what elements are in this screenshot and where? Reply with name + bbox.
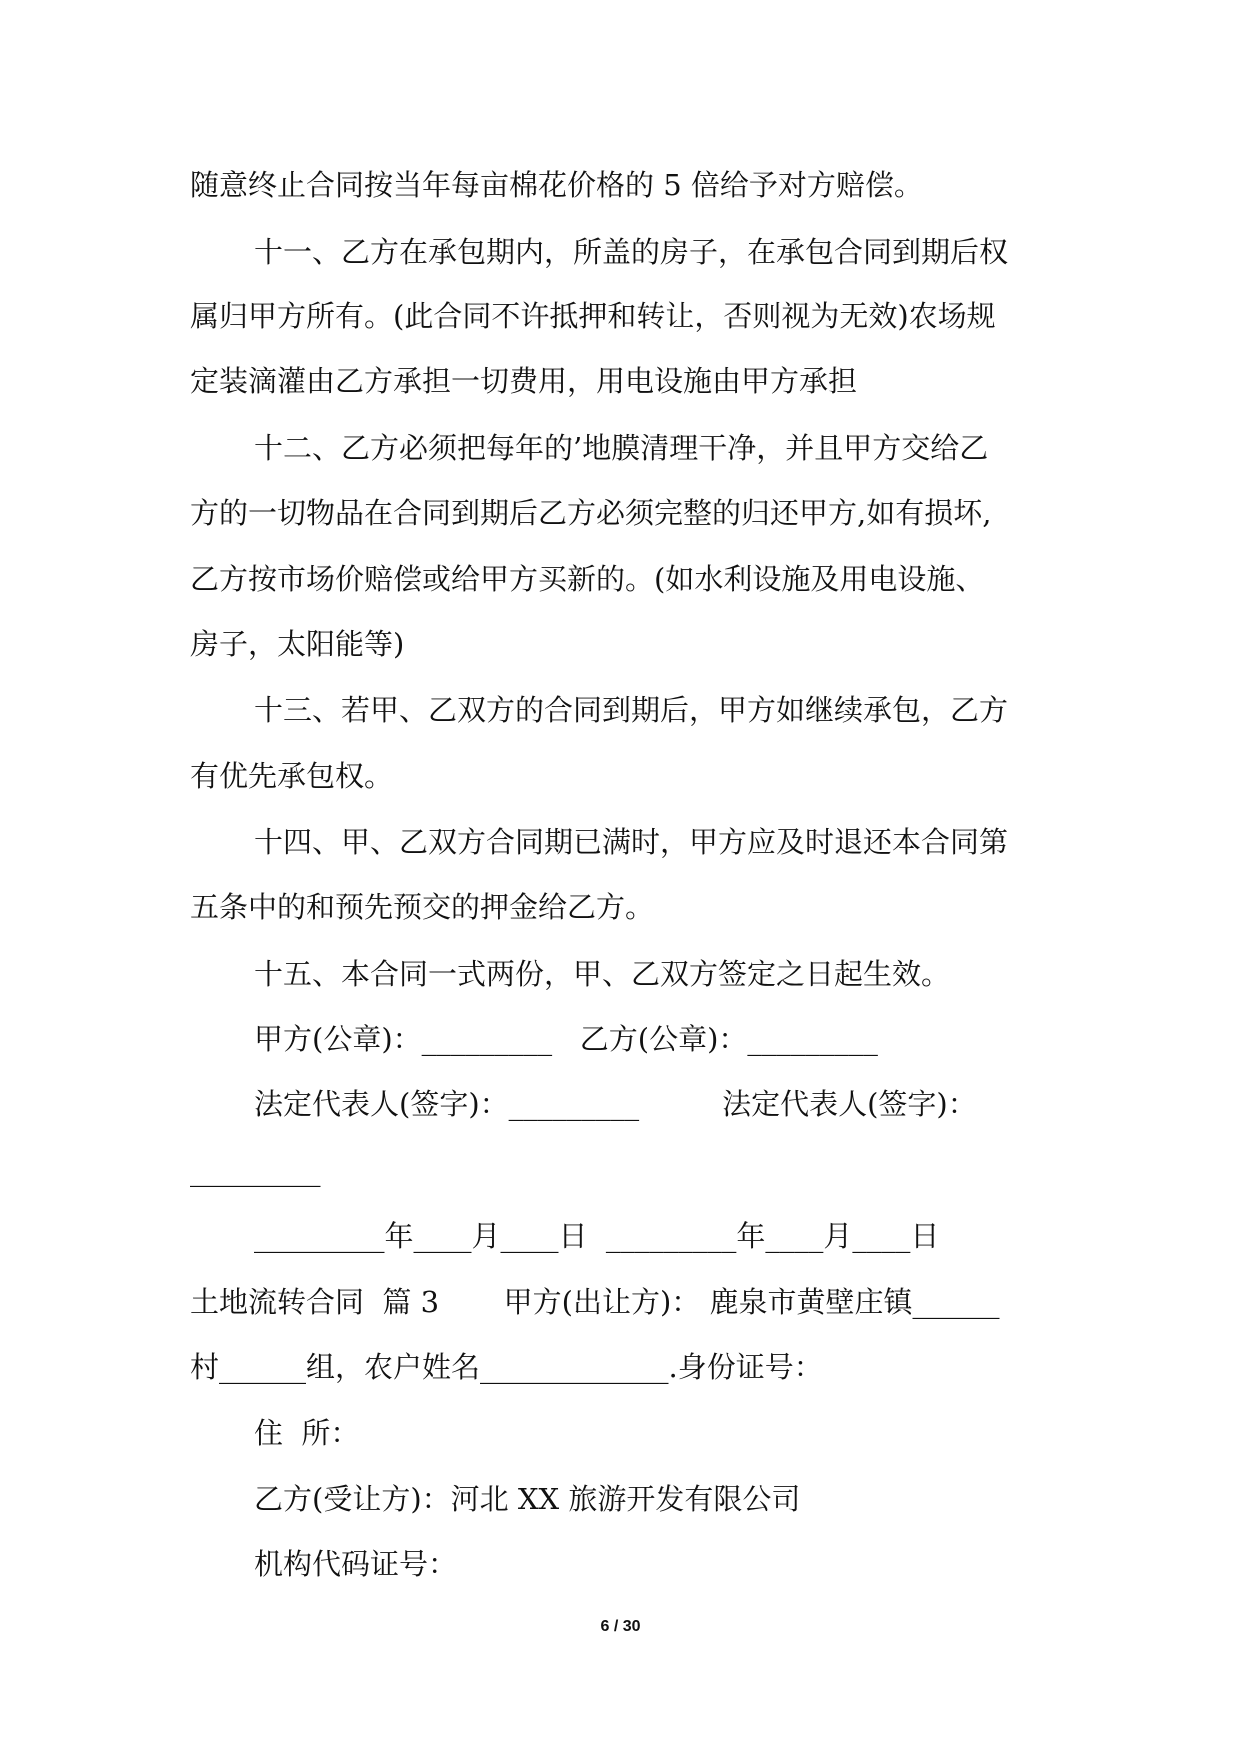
clause-13-line: 十三、若甲、乙双方的合同到期后，甲方如继续承包，乙方 [254,693,1009,727]
clause-12-line: 十二、乙方必须把每年的’地膜清理干净，并且甲方交给乙 [254,431,989,465]
clause-12-line: 乙方按市场价赔偿或给甲方买新的。(如水利设施及用电设施、 [190,562,985,596]
clause-14-line: 五条中的和预先预交的押金给乙方。 [190,890,655,924]
party-a-details-line: 村______组，农户姓名_____________.身份证号： [190,1350,823,1384]
clause-12-line: 房子，太阳能等) [190,627,405,661]
clause-14-line: 十四、甲、乙双方合同期已满时，甲方应及时退还本合同第 [254,825,1009,859]
paragraph-line: 随意终止合同按当年每亩棉花价格的 5 倍给予对方赔偿。 [190,168,923,202]
organization-code-line: 机构代码证号： [254,1547,458,1581]
signature-representative-line: 法定代表人(签字)：_________ 法定代表人(签字)： [254,1087,977,1121]
clause-11-line: 十一、乙方在承包期内，所盖的房子，在承包合同到期后权 [254,235,1009,269]
party-b-line: 乙方(受让方)：河北 XX 旅游开发有限公司 [254,1482,801,1516]
signature-blank-line: _________ [190,1153,321,1187]
contract-3-heading-line: 土地流转合同 篇 3 甲方(出让方)： 鹿泉市黄壁庄镇______ [190,1285,1000,1319]
page-number: 6 / 30 [600,1618,641,1635]
clause-13-line: 有优先承包权。 [190,759,394,793]
clause-11-line: 属归甲方所有。(此合同不许抵押和转让，否则视为无效)农场规 [190,299,996,333]
address-line: 住 所： [254,1416,360,1450]
signature-date-line: _________年____月____日 _________年____月____日 [254,1219,940,1253]
signature-seal-line: 甲方(公章)：_________ 乙方(公章)：_________ [254,1022,878,1056]
clause-12-line: 方的一切物品在合同到期后乙方必须完整的归还甲方,如有损坏, [190,496,992,530]
clause-15-line: 十五、本合同一式两份，甲、乙双方签定之日起生效。 [254,957,951,991]
clause-11-line: 定装滴灌由乙方承担一切费用，用电设施由甲方承担 [190,364,858,398]
